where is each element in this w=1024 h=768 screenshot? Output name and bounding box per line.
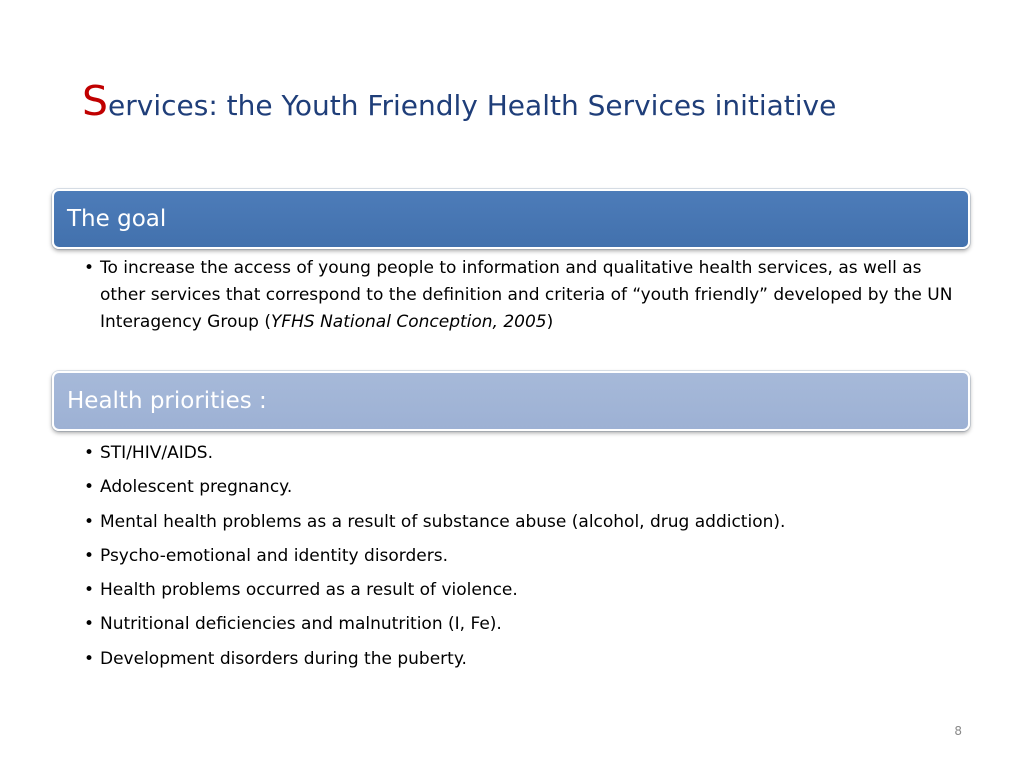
- priority-text: Psycho-emotional and identity disorders.: [100, 545, 448, 566]
- priority-text: Mental health problems as a result of substance abuse (alcohol, drug addiction).: [100, 511, 786, 532]
- priority-text: Health problems occurred as a result of violence.: [100, 580, 518, 601]
- priority-text: Nutritional deficiencies and malnutrition (I, Fe).: [100, 614, 502, 635]
- title-first-letter: S: [82, 77, 109, 125]
- list-item: [84, 436, 964, 470]
- priorities-header-label: Health priorities :: [67, 387, 267, 414]
- priority-text: Development disorders during the puberty.: [100, 648, 467, 669]
- goal-header-bar: [52, 189, 970, 249]
- priority-bullet: •: [84, 545, 95, 566]
- priority-bullet: •: [84, 648, 95, 669]
- priority-text: STI/HIV/AIDS.: [100, 443, 213, 463]
- goal-text-citation: YFHS National Conception, 2005: [270, 312, 547, 332]
- slide-title: [82, 66, 836, 141]
- goal-text: [100, 255, 964, 336]
- goal-list: [84, 255, 964, 336]
- goal-text-close: ): [546, 312, 554, 332]
- priority-bullet: •: [84, 614, 95, 635]
- list-item: [84, 470, 964, 504]
- list-item: [84, 607, 964, 641]
- priority-bullet: •: [84, 443, 95, 463]
- priorities-list: [84, 436, 964, 676]
- priority-bullet: •: [84, 511, 95, 532]
- list-item: [84, 505, 964, 539]
- priority-bullet: •: [84, 477, 95, 498]
- goal-item: [84, 255, 964, 336]
- list-item: [84, 642, 964, 676]
- priority-bullet: •: [84, 580, 95, 601]
- priority-text: Adolescent pregnancy.: [100, 477, 293, 498]
- goal-header-label: The goal: [67, 205, 167, 232]
- list-item: [84, 573, 964, 607]
- slide-number: 8: [954, 724, 962, 738]
- goal-text-main: To increase the access of young people to information and qualitative health services, as well as other services that correspond to the definition and criteria of “youth friendly” developed by the UN Interagency Group (: [100, 258, 953, 332]
- priorities-header-bar: [52, 371, 970, 431]
- goal-bullet: •: [84, 258, 95, 278]
- list-item: [84, 539, 964, 573]
- title-rest: ervices: the Youth Friendly Health Services initiative: [108, 89, 837, 122]
